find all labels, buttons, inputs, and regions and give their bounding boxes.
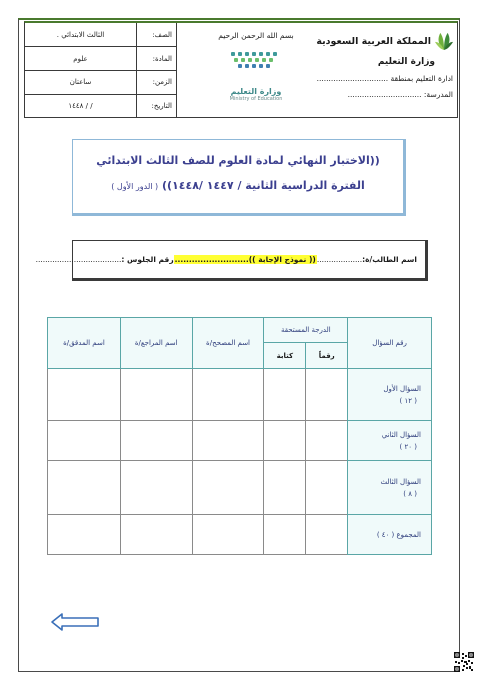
exam-period-text: الفترة الدراسية الثانية / ١٤٤٧ /١٤٤٨)) [161,179,365,192]
reviewer-cell[interactable] [120,369,192,421]
auditor-cell[interactable] [48,515,121,555]
left-arrow-icon[interactable] [50,612,100,632]
moe-logo-english: Ministry of Education [229,96,283,102]
corrector-cell[interactable] [192,421,264,461]
info-row-grade [25,23,177,47]
info-label: الزمن: [137,71,177,95]
basmala: بسم الله الرحمن الرحيم [218,31,294,40]
grade-digits-cell[interactable] [306,369,348,421]
kingdom-name: المملكة العربية السعودية [316,35,431,47]
question-cell [348,461,432,515]
grades-header-row [48,318,432,343]
qr-code-icon [454,652,474,672]
exam-header [24,21,458,118]
exam-period [73,179,403,192]
col-auditor: اسم المدقق/ة [48,318,121,369]
grade-words-cell[interactable] [264,461,306,515]
student-name-dots: ................... [316,255,363,264]
question-score: ( ٢٠ ) [399,442,417,451]
total-label: المجموع ( ٤٠ ) [376,530,421,539]
info-value: الثالث الابتدائي . [25,23,137,47]
exam-info-table [25,23,177,118]
info-row-duration [25,71,177,95]
exam-round: ( الدور الأول ) [111,182,159,191]
seat-number-label: رقم الجلوس : [121,255,174,264]
exam-title: ((الاختبار النهائي لمادة العلوم للصف الثالث الابتدائي [96,154,380,167]
info-label: المادة: [137,47,177,71]
green-leaf-icon [435,31,453,51]
auditor-cell[interactable] [48,369,121,421]
grade-digits-cell[interactable] [306,515,348,555]
exam-title-box [72,139,406,216]
kingdom-line [303,31,453,51]
corrector-cell[interactable] [192,515,264,555]
table-row [48,369,432,421]
header-center [197,31,315,102]
info-label: الصف: [137,23,177,47]
info-row-date [25,94,177,118]
grade-digits-cell[interactable] [306,421,348,461]
moe-logo-icon [221,50,291,82]
col-reviewer: اسم المراجع/ة [120,318,192,369]
corrector-cell[interactable] [192,369,264,421]
education-admin-line: ادارة التعليم بمنطقة .............................. [316,74,453,83]
col-grade-words: كتابة [264,343,306,369]
grade-digits-cell[interactable] [306,461,348,515]
info-row-subject [25,47,177,71]
question-score: ( ٨ ) [403,489,417,498]
student-name-label: اسم الطالب/ة: [362,255,417,264]
student-info-box [35,240,428,281]
table-row [48,461,432,515]
school-name-line: المدرسة: ............................... [347,90,453,99]
reviewer-cell[interactable] [120,461,192,515]
moe-logo-arabic: وزارة التعليم [230,87,282,96]
col-question-number: رقم السؤال [348,318,432,369]
table-row-total [48,515,432,555]
corrector-cell[interactable] [192,461,264,515]
col-grade-digits: رقماً [306,343,348,369]
grades-table [47,317,432,555]
info-label: التاريخ: [137,94,177,118]
question-cell [348,369,432,421]
auditor-cell[interactable] [48,461,121,515]
school-info [303,31,453,99]
grade-words-cell[interactable] [264,515,306,555]
info-value: ساعتان [25,71,137,95]
grade-words-cell[interactable] [264,369,306,421]
auditor-cell[interactable] [48,421,121,461]
model-answer-highlight: (( نموذج الإجابة )).......................... [174,255,316,264]
info-value: علوم [25,47,137,71]
seat-number-dots: .................................... [35,255,122,264]
col-grade-earned: الدرجة المستحقة [264,318,348,343]
col-corrector: اسم المصحح/ة [192,318,264,369]
table-row [48,421,432,461]
reviewer-cell[interactable] [120,421,192,461]
question-name: السؤال الأول [383,384,421,393]
question-name: السؤال الثاني [381,430,421,439]
question-name: السؤال الثالث [380,477,421,486]
question-score: ( ١٢ ) [399,396,417,405]
grade-words-cell[interactable] [264,421,306,461]
total-cell [348,515,432,555]
ministry-name: وزارة التعليم [377,57,435,67]
question-cell [348,421,432,461]
info-value: / / ١٤٤٨ [68,102,93,111]
reviewer-cell[interactable] [120,515,192,555]
